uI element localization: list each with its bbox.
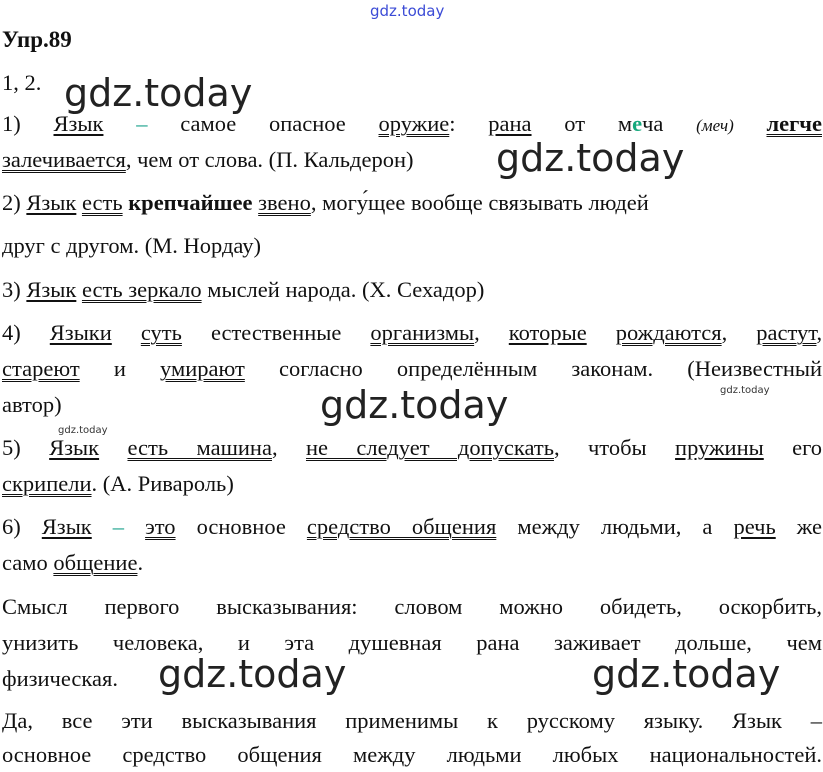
- predicate: умирают: [160, 356, 245, 381]
- text: . (А. Ривароль): [91, 471, 234, 496]
- predicate: общение: [53, 550, 138, 575]
- predicate: это: [145, 514, 176, 539]
- sentence-5-line-2: [2, 470, 822, 498]
- text: , могу́щее вообще связывать людей: [310, 190, 649, 215]
- watermark-small: gdz.today: [58, 425, 108, 436]
- paragraph-2-line-1: Да, все эти высказывания применимы к русскому языку. Язык –: [2, 708, 822, 733]
- attribute: крепчайшее: [128, 190, 253, 215]
- sentence-6-line-1: [2, 513, 822, 541]
- text: , чтобы: [553, 435, 647, 460]
- dash: –: [112, 514, 125, 539]
- predicate: суть: [140, 320, 182, 345]
- sentence-1-line-1: [2, 110, 822, 140]
- predicate: залечивается: [2, 147, 126, 172]
- predicate: стареют: [2, 356, 80, 381]
- colon: :: [449, 111, 456, 136]
- subject: которые: [508, 320, 587, 345]
- predicate: рождаются: [615, 320, 722, 345]
- sentence-number: 5): [2, 435, 21, 460]
- watermark: gdz.today: [64, 71, 253, 115]
- predicate: оружие: [378, 111, 450, 136]
- text: само: [2, 550, 48, 575]
- watermark: gdz.today: [320, 383, 509, 427]
- paragraph-1-line-1: Смысл первого высказывания: словом можно обидеть, оскорбить,: [2, 594, 822, 619]
- note: (меч): [696, 116, 734, 135]
- sentence-number: 3): [2, 277, 21, 302]
- text: самое опасное: [180, 111, 346, 136]
- watermark: gdz.today: [592, 652, 781, 696]
- subject: Язык: [49, 435, 100, 460]
- paragraph-2-line-2: основное средство общения между людьми любых национальностей.: [2, 742, 822, 767]
- text: мыслей народа. (Х. Сехадор): [207, 277, 485, 302]
- text: , чем от слова. (П. Кальдерон): [125, 147, 414, 172]
- predicate: не следует допускать: [305, 435, 554, 460]
- watermark-small: gdz.today: [720, 385, 770, 396]
- dash: –: [136, 111, 148, 136]
- text: и: [113, 356, 126, 381]
- predicate: есть: [81, 190, 123, 215]
- predicate: есть зеркало: [81, 277, 202, 302]
- watermark: gdz.today: [496, 136, 685, 180]
- predicate: легче: [766, 111, 822, 136]
- predicate: скрипели: [2, 471, 92, 496]
- comma: ,: [816, 320, 823, 345]
- sentence-number: 6): [2, 514, 21, 539]
- subject: Язык: [26, 190, 77, 215]
- comma: ,: [474, 320, 480, 345]
- sentence-number: 1): [2, 111, 21, 136]
- text: его: [792, 435, 823, 460]
- text: от м: [564, 111, 633, 136]
- sentence-number: 4): [2, 320, 21, 345]
- text: ча: [642, 111, 664, 136]
- subject: Язык: [53, 111, 104, 136]
- subject: речь: [733, 514, 776, 539]
- sentence-number: 2): [2, 190, 21, 215]
- predicate: растут: [756, 320, 817, 345]
- comma: ,: [721, 320, 728, 345]
- watermark: gdz.today: [158, 652, 347, 696]
- sentence-4-line-3: автор): [2, 392, 62, 417]
- predicate: организмы: [370, 320, 475, 345]
- text: основное: [196, 514, 286, 539]
- sentence-1-line-2: [2, 146, 822, 174]
- subject: Языки: [49, 320, 112, 345]
- text: же: [796, 514, 823, 539]
- watermark-top: gdz.today: [370, 2, 445, 20]
- sentence-3: [2, 276, 822, 304]
- comma: ,: [271, 435, 278, 460]
- predicate: средство общения: [306, 514, 497, 539]
- sentence-5-line-1: [2, 434, 822, 462]
- subject: Язык: [41, 514, 92, 539]
- exercise-title: Упр.89: [2, 27, 72, 52]
- subject: рана: [488, 111, 532, 136]
- sentence-2-line-1: [2, 189, 822, 217]
- text: между людьми, а: [517, 514, 713, 539]
- sentence-6-line-2: [2, 549, 822, 577]
- word-with-accent: [564, 111, 663, 136]
- sentence-2-line-2: друг с другом. (М. Нордау): [2, 233, 261, 258]
- paragraph-1-line-3: физическая.: [2, 666, 118, 691]
- paragraph-1-line-2: унизить человека, и эта душевная рана заживает дольше, чем: [2, 630, 822, 655]
- sentence-4-line-2: [2, 355, 822, 383]
- text: согласно определённым законам. (Неизвестный: [278, 356, 823, 381]
- predicate: звено: [258, 190, 311, 215]
- subject: пружины: [675, 435, 764, 460]
- task-numbers: 1, 2.: [2, 70, 42, 95]
- sentence-4-line-1: [2, 319, 822, 347]
- subject: Язык: [26, 277, 77, 302]
- accent-letter: е: [632, 111, 643, 136]
- predicate: есть машина: [127, 435, 272, 460]
- period: .: [137, 550, 144, 575]
- text: естественные: [210, 320, 342, 345]
